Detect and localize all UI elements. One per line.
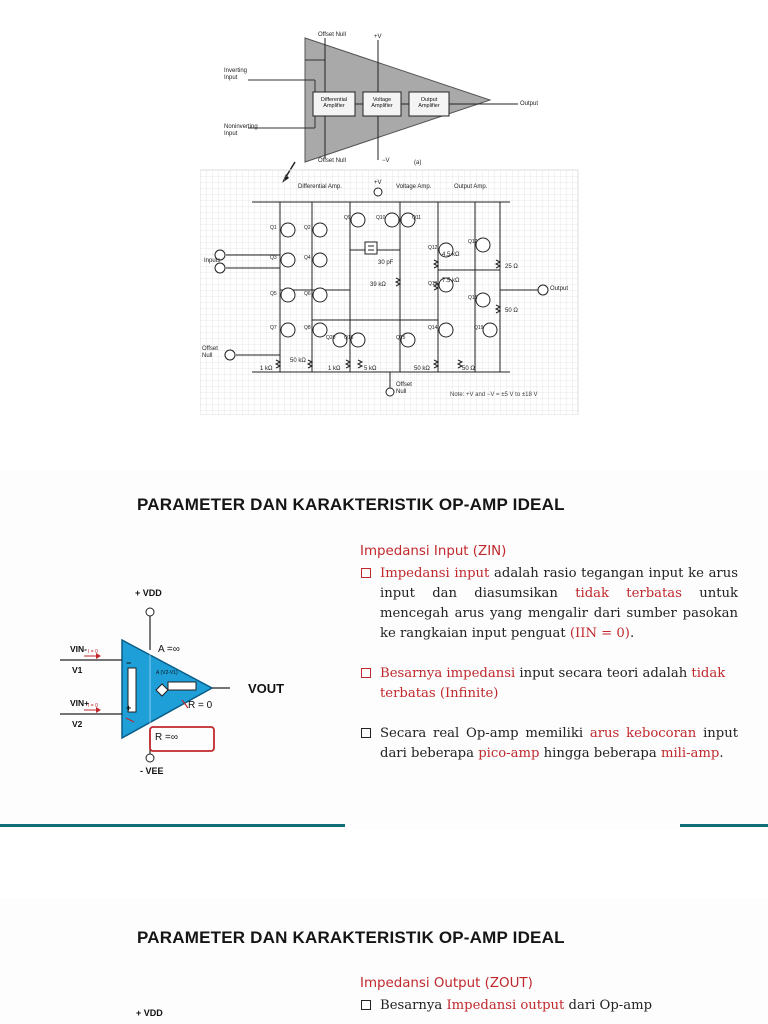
text-column	[360, 974, 738, 1016]
transistor-label: Q16	[344, 335, 354, 341]
slide-impedansi-output	[0, 898, 768, 1024]
sch-volt-amp-label: Voltage Amp.	[396, 184, 432, 190]
slide-title: PARAMETER DAN KARAKTERISTIK OP-AMP IDEAL	[137, 495, 565, 514]
bullet-1: Besarnya Impedansi output dari Op-amp	[360, 996, 738, 1016]
transistor-label: Q19	[474, 325, 484, 331]
subhead: Impedansi Input (ZIN)	[360, 544, 507, 559]
bottom-rule-right	[680, 824, 768, 827]
v1-label: V1	[72, 665, 83, 675]
offset-null-top-label: Offset Null	[318, 32, 346, 38]
bullet-2: Besarnya impedansi input secara teori adalah tidak terbatas (Infinite)	[360, 664, 738, 704]
r-out-label: R = 0	[188, 700, 213, 711]
transistor-label: Q15	[396, 335, 406, 341]
sch-rb-label: 7.5 kΩ	[442, 278, 460, 284]
transistor-label: Q13	[428, 281, 438, 287]
transistor-label: Q14	[428, 325, 438, 331]
sch-diff-amp-label: Differential Amp.	[298, 184, 342, 190]
plus-sign: +	[126, 703, 132, 713]
transistor-label: Q7	[270, 325, 277, 331]
transistor-label: Q12	[428, 245, 438, 251]
sch-vplus-label: +V	[374, 180, 382, 186]
transistor-label: Q20	[326, 335, 336, 341]
sch-rk-label: 50 Ω	[462, 366, 475, 372]
sch-rh-label: 1 kΩ	[328, 366, 341, 372]
vminus-label: −V	[382, 158, 390, 164]
checkbox-icon	[361, 728, 371, 738]
offset-null-bottom-label: Offset Null	[318, 158, 346, 164]
sch-rd-label: 25 Ω	[505, 264, 518, 270]
r-in-label: R =∞	[155, 732, 178, 743]
checkbox-icon	[361, 668, 371, 678]
checkbox-icon	[361, 568, 371, 578]
diff-amp-label: Differential Amplifier	[320, 97, 348, 110]
part-a-label: (a)	[414, 160, 422, 166]
sch-out-amp-label: Output Amp.	[454, 184, 488, 190]
slide-title: PARAMETER DAN KARAKTERISTIK OP-AMP IDEAL	[137, 928, 565, 947]
v2-label: V2	[72, 719, 83, 729]
vout-label: VOUT	[248, 681, 285, 696]
sch-offset-null-left: Offset Null	[202, 346, 218, 359]
checkbox-icon	[361, 1000, 371, 1010]
bullet-3: Secara real Op-amp memiliki arus kebocoran input dari beberapa pico-amp hingga beberapa mili-amp.	[360, 724, 738, 764]
bullet-1: Impedansi input adalah rasio tegangan input ke arus input dan diasumsikan tidak terbatas untuk mencegah arus yang mengalir dari sumber pasokan ke rangkaian input penguat (IIN = 0).	[360, 564, 738, 644]
transistor-label: Q5	[270, 291, 277, 297]
slide-impedansi-input	[0, 470, 768, 830]
i0-label-bottom: I = 0	[88, 703, 98, 709]
transistor-label: Q2	[304, 225, 311, 231]
vin-plus-label: VIN+	[70, 698, 90, 708]
sch-output-label: Output	[550, 286, 569, 292]
vdd-label: + VDD	[136, 1008, 163, 1018]
vdd-label: + VDD	[135, 588, 162, 598]
schematic-grid	[200, 170, 578, 415]
sch-ri-label: 5 kΩ	[364, 366, 377, 372]
vplus-label: +V	[374, 34, 382, 40]
transistor-label: Q1	[270, 225, 277, 231]
sch-re-label: 50 Ω	[505, 308, 518, 314]
transistor-label: Q18	[468, 295, 478, 301]
transistor-label: Q11	[412, 215, 422, 221]
sch-cap-label: 30 pF	[378, 260, 394, 266]
opamp-schematic-graphics	[60, 590, 230, 790]
out-amp-label: Output Amplifier	[418, 97, 440, 110]
sch-rg-label: 50 kΩ	[290, 358, 306, 364]
sch-note: Note: +V and −V = ±5 V to ±18 V	[450, 392, 538, 398]
transistor-label: Q8	[304, 325, 311, 331]
transistor-label: Q9	[344, 215, 351, 221]
vee-label: - VEE	[140, 766, 164, 776]
output-resistor	[168, 682, 196, 690]
minus-sign: −	[126, 658, 132, 668]
opamp-figure-graphics	[200, 20, 580, 415]
opamp-schematic	[60, 590, 230, 790]
volt-amp-label: Voltage Amplifier	[371, 97, 393, 110]
sch-rc-label: 39 kΩ	[370, 282, 386, 288]
sch-rj-label: 50 kΩ	[414, 366, 430, 372]
vin-minus-label: VIN-	[70, 644, 87, 654]
opamp-internal-figure	[200, 20, 580, 415]
gain-label: A =∞	[158, 644, 180, 655]
sch-ra-label: 4.5 kΩ	[442, 252, 460, 258]
transistor-label: Q10	[376, 215, 386, 221]
gain-inner-label: A (V2-V1)	[156, 670, 178, 676]
subhead: Impedansi Output (ZOUT)	[360, 976, 533, 991]
inverting-label: Inverting Input	[224, 68, 248, 81]
sch-rf-label: 1 kΩ	[260, 366, 273, 372]
text-column	[360, 542, 738, 764]
transistor-label: Q17	[468, 239, 478, 245]
noninverting-label: Noninverting Input	[224, 124, 258, 137]
transistor-label: Q4	[304, 255, 311, 261]
sch-offset-null-bottom: Offset Null	[396, 382, 412, 395]
bottom-rule-left	[0, 824, 345, 827]
output-label: Output	[520, 101, 539, 107]
i0-label-top: I = 0	[88, 649, 98, 655]
transistor-label: Q6	[304, 291, 311, 297]
sch-inputs-label: Inputs	[204, 258, 221, 264]
transistor-label: Q3	[270, 255, 277, 261]
